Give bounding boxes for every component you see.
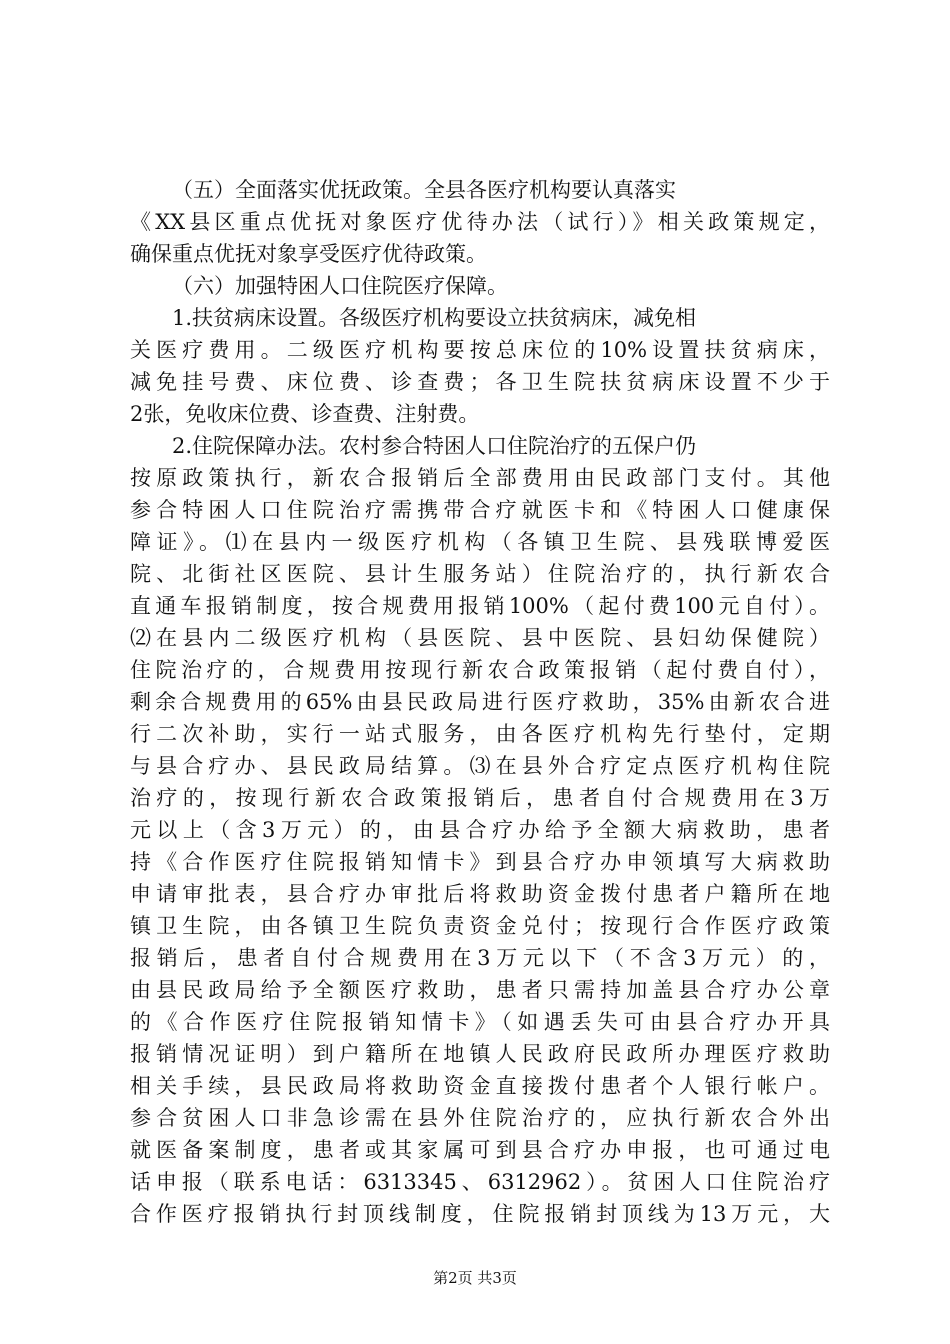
text-line: 相关手续，县民政局将救助资金直接拨付患者个人银行帐户。: [130, 1074, 830, 1098]
text-line: 关医疗费用。二级医疗机构要按总床位的10%设置扶贫病床，: [130, 338, 830, 362]
text-line: 直通车报销制度，按合规费用报销100%（起付费100元自付）。: [130, 594, 830, 618]
text-line: 的《合作医疗住院报销知情卡》（如遇丢失可由县合疗办开具: [130, 1010, 830, 1034]
text-line: 参合贫困人口非急诊需在县外住院治疗的，应执行新农合外出: [130, 1106, 830, 1130]
text-line: （五）全面落实优抚政策。全县各医疗机构要认真落实: [172, 178, 676, 202]
text-line: 话申报（联系电话：6313345、6312962）。贫困人口住院治疗: [130, 1170, 830, 1194]
text-line: 行二次补助，实行一站式服务，由各医疗机构先行垫付，定期: [130, 722, 830, 746]
text-line: 与县合疗办、县民政局结算。⑶在县外合疗定点医疗机构住院: [130, 754, 830, 778]
text-line: 确保重点优抚对象享受医疗优待政策。: [130, 242, 487, 266]
text-line: 治疗的，按现行新农合政策报销后，患者自付合规费用在3万: [130, 786, 830, 810]
text-line: 障证》。⑴在县内一级医疗机构（各镇卫生院、县残联博爱医: [130, 530, 830, 554]
text-line: 镇卫生院，由各镇卫生院负责资金兑付；按现行合作医疗政策: [130, 914, 830, 938]
text-line: ⑵在县内二级医疗机构（县医院、县中医院、县妇幼保健院）: [130, 626, 830, 650]
text-line: 报销后，患者自付合规费用在3万元以下（不含3万元）的，: [130, 946, 830, 970]
text-line: 2.住院保障办法。农村参合特困人口住院治疗的五保户仍: [172, 434, 697, 458]
body-text: [130, 174, 830, 1230]
text-line: 持《合作医疗住院报销知情卡》到县合疗办申领填写大病救助: [130, 850, 830, 874]
text-line: 由县民政局给予全额医疗救助，患者只需持加盖县合疗办公章: [130, 978, 830, 1002]
text-line: 院、北街社区医院、县计生服务站）住院治疗的，执行新农合: [130, 562, 830, 586]
text-line: 报销情况证明）到户籍所在地镇人民政府民政所办理医疗救助: [130, 1042, 830, 1066]
text-line: （六）加强特困人口住院医疗保障。: [172, 274, 508, 298]
text-line: 住院治疗的，合规费用按现行新农合政策报销（起付费自付），: [130, 658, 830, 682]
text-line: 剩余合规费用的65%由县民政局进行医疗救助，35%由新农合进: [130, 690, 830, 714]
text-line: 合作医疗报销执行封顶线制度，住院报销封顶线为13万元，大: [130, 1202, 830, 1226]
text-line: 2张，免收床位费、诊查费、注射费。: [130, 402, 480, 426]
text-line: 就医备案制度，患者或其家属可到县合疗办申报，也可通过电: [130, 1138, 830, 1162]
text-line: 元以上（含3万元）的，由县合疗办给予全额大病救助，患者: [130, 818, 830, 842]
text-line: 申请审批表，县合疗办审批后将救助资金拨付患者户籍所在地: [130, 882, 830, 906]
text-line: 参合特困人口住院治疗需携带合疗就医卡和《特困人口健康保: [130, 498, 830, 522]
text-line: 《XX县区重点优抚对象医疗优待办法（试行）》相关政策规定，: [130, 210, 830, 234]
text-line: 1.扶贫病床设置。各级医疗机构要设立扶贫病床，减免相: [172, 306, 697, 330]
text-line: 减免挂号费、床位费、诊查费；各卫生院扶贫病床设置不少于: [130, 370, 830, 394]
page-number-footer: 第2页 共3页: [433, 1269, 517, 1287]
text-line: 按原政策执行，新农合报销后全部费用由民政部门支付。其他: [130, 466, 830, 490]
